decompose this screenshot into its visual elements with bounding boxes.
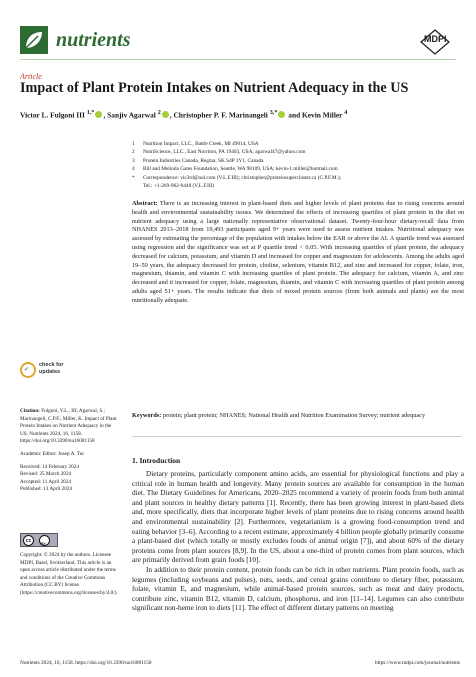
keywords bbox=[132, 412, 464, 421]
correspondence-text: Correspondence: vic3rd@aol.com (V.L.F.III); christopher@proteinsupercluster.ca (C.P.F.M.); bbox=[143, 174, 342, 181]
cc-by-license-badge[interactable] bbox=[20, 533, 58, 547]
telephone-text: Tel.: +1-269-962-0448 (V.L.F.III) bbox=[143, 183, 215, 190]
paragraph: Dietary proteins, particularly component amino acids, are essential for physiological functions and play a critical role in human health and longevity. Many protein sources are available for consumption in the human diet. The Dietary Guidelines for Americans, 2020–2025 recommend a variety of protein foods from both animal and plant sources in healthy dietary patterns [1]. Recently, there has been growing interest in plant-based diets and, more specifically, diets that incorporate higher levels of plant proteins due to rising concerns around health and environmental sustainability [2]. Furthermore, vegetarianism is a growing food-consumption trend and eating behavior [3–6]. According to a recent estimate, approximately 4 billion people globally primarily consume a plant-based diet (which totally or mostly excludes foods of animal origin [7]), and about 60% of the dietary proteins come from plant sources [8,9]. In the US, about a one-third of protein comes from plant sources, which are primarily derived from grain foods [10]. bbox=[132, 469, 464, 565]
footer-journal-url[interactable]: https://www.mdpi.com/journal/nutrients bbox=[375, 660, 460, 666]
affiliations bbox=[132, 140, 462, 190]
date-received: Received: 14 February 2024 bbox=[20, 463, 79, 470]
telephone-row bbox=[132, 182, 462, 190]
publisher-name: MDPI bbox=[424, 34, 447, 44]
orcid-icon[interactable] bbox=[278, 111, 285, 118]
keywords-text: protein; plant protein; NHANES; National Health and Nutrition Examination Survey; nutrient adequacy bbox=[162, 412, 426, 419]
affiliation-text: Bill and Melinda Gates Foundation, Seattle, WA 98109, USA; kevin-1.miller@hotmail.com bbox=[143, 166, 338, 173]
article-type: Article bbox=[20, 72, 42, 81]
page-footer bbox=[20, 660, 460, 666]
introduction-body bbox=[132, 469, 464, 613]
affiliation-number: 2 bbox=[132, 149, 135, 156]
checkmark-icon: ✓ bbox=[24, 367, 30, 373]
author-name[interactable]: Victor L. Fulgoni III bbox=[20, 110, 85, 120]
abstract-label: Abstract: bbox=[132, 200, 158, 207]
date-revised: Revised: 25 March 2024 bbox=[20, 471, 72, 478]
section-heading: 1. Introduction bbox=[132, 456, 181, 465]
affiliation-number bbox=[132, 182, 143, 190]
citation-label: Citation: bbox=[20, 408, 40, 414]
journal-logo-icon bbox=[20, 26, 48, 54]
abstract bbox=[132, 200, 464, 306]
journal-name: nutrients bbox=[56, 29, 131, 51]
orcid-icon[interactable] bbox=[162, 111, 169, 118]
license-badge-label: BY bbox=[41, 542, 46, 546]
author-name[interactable]: and Kevin Miller bbox=[288, 110, 343, 120]
affiliation-number: 3 bbox=[132, 157, 135, 164]
affiliation-row bbox=[132, 165, 462, 173]
author-affil-mark: 2 bbox=[157, 110, 161, 116]
copyright-notice: Copyright: © 2024 by the authors. Licensee MDPI, Basel, Switzerland. This article is an open access article distributed under the terms and conditions of the Creative Commons Attribution (CC BY) license (https://creativecommons.org/licenses/by/4.0/). bbox=[20, 552, 118, 596]
abstract-text: There is an increasing interest in plant-based diets and higher levels of plant proteins due to rising concerns around health and environmental sustainability issues. We determined the effects of increasing quartiles of plant protein in the diet on nutrient adequacy using a large nationally representative observational dataset. Twenty-four-hour dietary-recall data from NHANES 2013–2018 from 19,493 participants aged 9+ years were used to assess nutrient intakes. Nutritional adequacy was assessed by estimating the percentage of the population with intakes below the EAR or above the AI. A quartile trend was assessed using regression and the significance was set at P quartile trend < 0.05. With increasing quartiles of plant protein, the adequacy decreased for calcium, potassium, and vitamin D and increased for copper and magnesium for adolescents. Among the adults aged 19–50 years, the adequacy decreased for protein, choline, selenium, vitamin B12, and zinc and increased for copper, folate, iron, magnesium, thiamin, and vitamin C with increasing quartiles of plant protein. The adequacy for calcium, vitamin A, and zinc decreased and it increased for copper, folate, magnesium, thiamin, and vitamin C with increasing quartiles of plant protein among adults aged 51+ years. The results indicate that diets of mixed protein sources (from both animals and plants) are the most nutritionally adequate. bbox=[132, 200, 464, 304]
academic-editor: Academic Editor: Josep A. Tur bbox=[20, 450, 85, 457]
dates bbox=[20, 464, 120, 494]
affiliation-row bbox=[132, 140, 462, 148]
keywords-divider bbox=[132, 436, 462, 437]
paragraph: In addition to their protein content, protein foods can be rich in other nutrients. Plant protein foods, such as legumes (including soybeans and pulses), nuts, seeds, and cereal grains contribute to dietary fiber, potassium, folate, vitamin E, and magnesium, while animal-based protein sources, such as meat and dairy products, contribute zinc, vitamin B12, vitamin D, calcium, phosphorus, and iron [11–14]. Legumes can also contribute significant non-heme iron to diets [11]. The effect of different dietary patterns on meeting bbox=[132, 564, 464, 613]
header-divider bbox=[20, 59, 456, 60]
author-affil-mark: 3,* bbox=[269, 110, 278, 116]
check-for-updates-badge[interactable] bbox=[20, 360, 80, 382]
article-title: Impact of Plant Protein Intakes on Nutrient Adequacy in the US bbox=[20, 80, 409, 96]
author-name[interactable]: Christopher P. F. Marinangeli bbox=[173, 110, 268, 120]
author-affil-mark: 4 bbox=[344, 110, 348, 116]
footer-citation[interactable]: Nutrients 2024, 16, 1158. https://doi.org/10.3390/nu16081158 bbox=[20, 660, 152, 666]
orcid-icon[interactable] bbox=[95, 111, 102, 118]
author-affil-mark: 1,* bbox=[86, 110, 95, 116]
date-accepted: Accepted: 11 April 2024 bbox=[20, 478, 71, 485]
affiliation-row bbox=[132, 157, 462, 165]
affiliation-number: 1 bbox=[132, 141, 135, 147]
correspondence-row bbox=[132, 174, 462, 182]
citation bbox=[20, 408, 120, 446]
affiliation-number: * bbox=[132, 174, 135, 181]
affiliation-text: Protein Industries Canada, Regina, SK S4P 1Y1, Canada bbox=[143, 157, 264, 164]
affiliation-text: Nutrition Impact, LLC., Battle Creek, MI 49014, USA bbox=[143, 141, 259, 147]
affiliation-number: 4 bbox=[132, 166, 135, 173]
sidebar-info bbox=[20, 408, 120, 499]
creative-commons-icon: cc bbox=[23, 535, 34, 546]
affiliation-text: NutriScience, LLC., East Norriton, PA 19403, USA; agarwal47@yahoo.com bbox=[143, 149, 306, 156]
keywords-label: Keywords: bbox=[132, 412, 162, 419]
author-name[interactable]: Sanjiv Agarwal bbox=[107, 110, 156, 120]
check-updates-label: check for updates bbox=[39, 362, 64, 375]
date-published: Published: 13 April 2024 bbox=[20, 486, 73, 493]
author-list: Victor L. Fulgoni III $^{1,*}$ , Sanjiv Agarwal $^2$ , Christopher P. F. Marinangeli $^{3,*}$ and Kevin Miller $^4$ bbox=[20, 110, 348, 120]
citation-text: Fulgoni, V.L., III; Agarwal, S.; Marinangeli, C.P.F.; Miller, K. Impact of Plant Protein Intakes on Nutrient Adequacy in the US. Nutrients 2024, 16, 1158. https://doi.org/10.3390/nu16081158 bbox=[20, 408, 117, 445]
affiliation-row bbox=[132, 148, 462, 156]
